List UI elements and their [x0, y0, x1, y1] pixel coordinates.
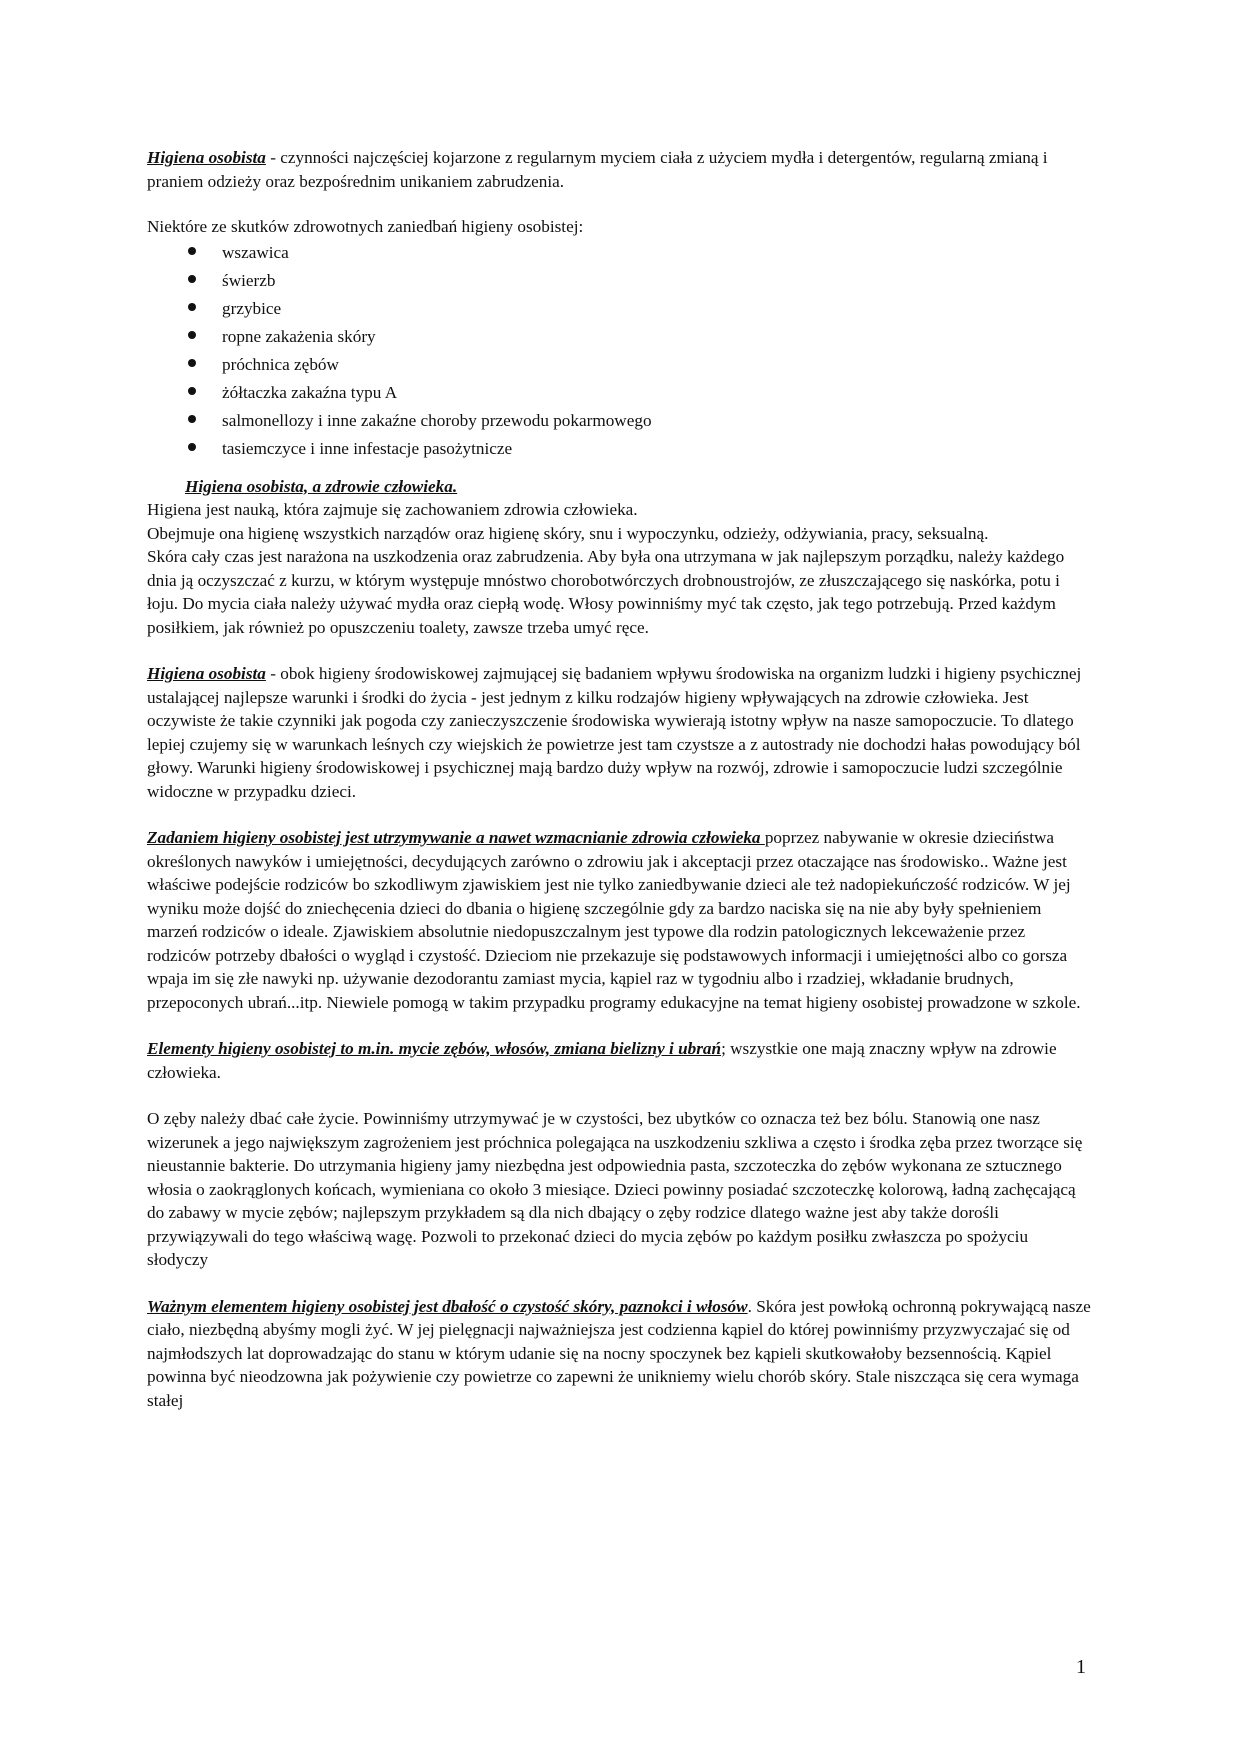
bullet-icon	[188, 275, 196, 283]
lead-term: Elementy higieny osobistej to m.in. mycie zębów, włosów, zmiana bielizny i ubrań	[147, 1039, 722, 1058]
paragraph-text: - czynności najczęściej kojarzone z regularnym myciem ciała z użyciem mydła i detergentów, regularną zmianą i praniem odzieży oraz bezpośrednim unikaniem zabrudzenia.	[147, 148, 1048, 191]
paragraph: Zadaniem higieny osobistej jest utrzymywanie a nawet wzmacnianie zdrowia człowieka poprzez nabywanie w okresie dzieciństwa określonych nawyków i umiejętności, decydujących zarówno o zdrowiu jak i akceptacji przez otaczające nas środowisko.. Ważne jest właściwe podejście rodziców bo szkodliwym zjawiskiem jest nie tylko zaniedbywanie dzieci ale też nadopiekuńczość rodziców. W jej wyniku może dojść do zniechęcenia dzieci do dbania o higienę szczególnie gdy za bardzo naciska się na nie aby były spełnieniem marzeń rodziców o ideale. Zjawiskiem absolutnie niedopuszczalnym jest typowe dla rodzin patologicznych lekceważenie przez rodziców potrzeby dbałości o wygląd i czystość. Dzieciom nie przekazuje się podstawowych informacji i umiejętności albo co gorsza wpaja im się złe nawyki np. używanie dezodorantu zamiast mycia, kąpiel raz w tygodniu albo i rzadziej, wkładanie brudnych, przepoconych ubrań...itp. Niewiele pomogą w takim przypadku programy edukacyjne na temat higieny osobistej prowadzone w szkole.	[147, 828, 1081, 1012]
paragraph: Higiena osobista - obok higieny środowiskowej zajmującej się badaniem wpływu środowiska na organizm ludzki i higieny psychicznej ustalającej najlepsze warunki i środki do życia - jest jednym z kilku rodzajów higieny wpływających na zdrowie człowieka. Jest oczywiste że takie czynniki jak pogoda czy zanieczyszczenie środowiska wywierają istotny wpływ na nasze samopoczucie. To dlatego lepiej czujemy się w warunkach leśnych czy wiejskich że powietrze jest tam czystsze a z autostrady nie dochodzi hałas powodujący ból głowy. Warunki higieny środowiskowej i psychicznej mają bardzo duży wpływ na rozwój, zdrowie i samopoczucie ludzi szczególnie widoczne w przypadku dzieci.	[147, 664, 1082, 801]
document-page	[147, 146, 1092, 1412]
list-item: świerzb	[147, 269, 1092, 297]
bullet-icon	[188, 331, 196, 339]
intro-paragraph	[147, 146, 1092, 193]
section-title: Higiena osobista, a zdrowie człowieka.	[185, 476, 458, 496]
list-item: salmonellozy i inne zakaźne choroby przewodu pokarmowego	[147, 409, 1092, 437]
bullet-icon	[188, 247, 196, 255]
paragraph: Higiena jest nauką, która zajmuje się zachowaniem zdrowia człowieka.	[147, 500, 638, 519]
paragraph: Elementy higieny osobistej to m.in. mycie zębów, włosów, zmiana bielizny i ubrań; wszystkie one mają znaczny wpływ na zdrowie człowieka.	[147, 1039, 1057, 1082]
page-number: 1	[1076, 1656, 1086, 1678]
lead-term: Ważnym elementem higieny osobistej jest dbałość o czystość skóry, paznokci i włosów	[147, 1296, 748, 1316]
bullet-icon	[188, 443, 196, 451]
list-item: ropne zakażenia skóry	[147, 325, 1092, 353]
bullet-list	[147, 241, 1092, 465]
bullet-icon	[188, 359, 196, 367]
list-item: żółtaczka zakaźna typu A	[147, 381, 1092, 409]
paragraph: Obejmuje ona higienę wszystkich narządów oraz higienę skóry, snu i wypoczynku, odzieży, odżywiania, pracy, seksualną.	[147, 523, 989, 543]
paragraph: O zęby należy dbać całe życie. Powinniśmy utrzymywać je w czystości, bez ubytków co oznacza też bez bólu. Stanowią one nasz wizerunek a jego największym zagrożeniem jest próchnica polegająca na uszkodzeniu szkliwa a często i środka zęba przez tworzące się nieustannie bakterie. Do utrzymania higieny jamy niezbędna jest odpowiednia pasta, szczoteczka do zębów wykonana ze sztucznego włosia o zaokrąglonych końcach, wymieniana co około 3 miesiące. Dzieci powinny posiadać szczoteczkę kolorową, ładną zachęcającą do zabawy w mycie zębów; najlepszym przykładem są dla nich dbający o zęby rodzice dlatego ważne jest aby także dorośli przywiązywali do tego właściwą wagę. Pozwoli to przekonać dzieci do mycia zębów po każdym posiłku zwłaszcza po spożyciu słodyczy	[147, 1109, 1083, 1269]
bullet-icon	[188, 387, 196, 395]
bullet-icon	[188, 303, 196, 311]
list-item: tasiemczyce i inne infestacje pasożytnicze	[147, 437, 1092, 465]
bullet-icon	[188, 415, 196, 423]
paragraph: Skóra cały czas jest narażona na uszkodzenia oraz zabrudzenia. Aby była ona utrzymana w jak najlepszym porządku, należy każdego dnia ją oczyszczać z kurzu, w którym występuje mnóstwo chorobotwórczych drobnoustrojów, ze złuszczającego się naskórka, potu i łoju. Do mycia ciała należy używać mydła oraz ciepłą wodę. Włosy powinniśmy myć tak często, jak tego potrzebują. Przed każdym posiłkiem, jak również po opuszczeniu toalety, zawsze trzeba umyć ręce.	[147, 547, 1065, 637]
list-intro: Niektóre ze skutków zdrowotnych zaniedbań higieny osobistej:	[147, 217, 584, 236]
lead-term: Zadaniem higieny osobistej jest utrzymywanie a nawet wzmacnianie zdrowia człowieka	[147, 828, 765, 847]
list-item: grzybice	[147, 297, 1092, 325]
paragraph: Ważnym elementem higieny osobistej jest dbałość o czystość skóry, paznokci i włosów. Skóra jest powłoką ochronną pokrywającą nasze ciało, niezbędną abyśmy mogli żyć. W jej pielęgnacji najważniejsza jest codzienna kąpiel do której powinniśmy przyzwyczajać się od najmłodszych lat doprowadzając do stanu w którym udanie się na nocny spoczynek bez kąpieli skutkowałoby bezsennością. Kąpiel powinna być nieodzowna jak pożywienie czy powietrze co zapewni że unikniemy wielu chorób skóry. Stale niszcząca się cera wymaga stałej	[147, 1296, 1091, 1410]
lead-term: Higiena osobista	[147, 664, 266, 683]
list-item: wszawica	[147, 241, 1092, 269]
list-item: próchnica zębów	[147, 353, 1092, 381]
lead-term: Higiena osobista	[147, 148, 266, 167]
